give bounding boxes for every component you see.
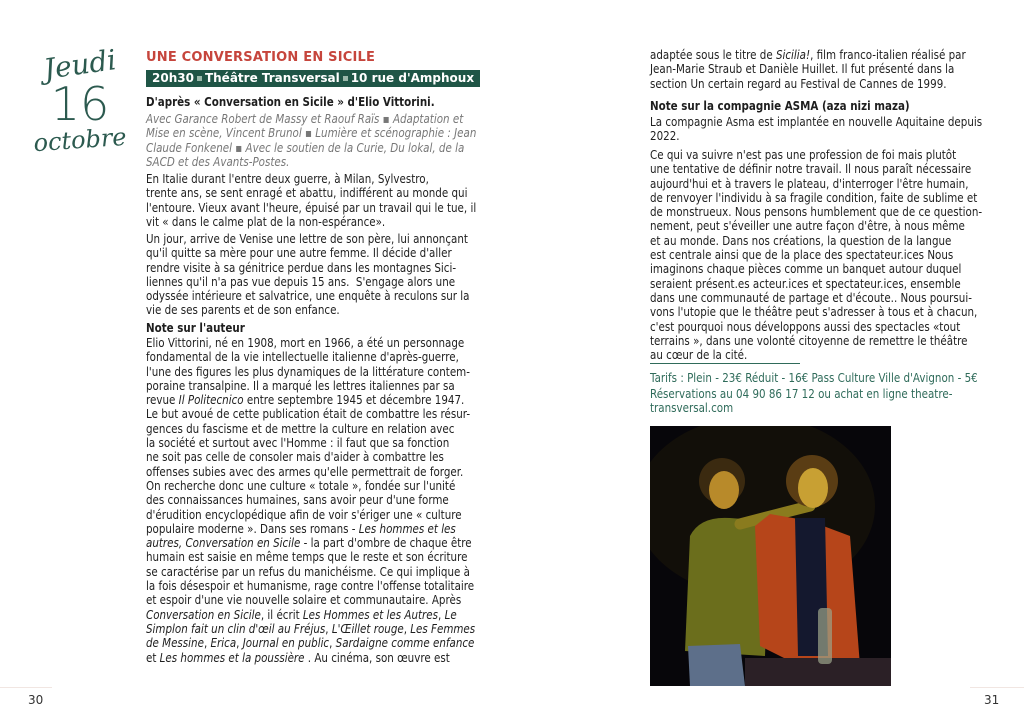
event-credits: Avec Garance Robert de Massy et Raouf Raïs ▪ Adaptation et Mise en scène, Vincent Brunol ▪ Lumière et scénographie : Jean Claude Fonkenel ▪ Avec le soutien de la Curie, Du lokal, de la SACD et des Avants-Postes. <box>146 112 477 169</box>
italic-title-run: Le Simplon fait un clin d'œil au Fréjus <box>146 607 457 636</box>
italic-title-run: L'Œillet rouge <box>331 621 404 636</box>
text-run: Ce qui va suivre n'est pas une profession de foi mais plutôt une tentative de définir notre travail. Il nous paraît nécessaire aujourd'hui et à travers le plateau, d'interroger l'être humain, de renvoyer l'individu à sa fragile condition, faite de sublime et de monstrueux. Nous pensons humblement que de ce question- nement, peut s'éveiller une autre façon d'être, à nous même et au monde. Dans nos créations, la question de la langue est centrale ainsi que de la place des spectateur.ices Nous imaginons chaque pièces comme un banquet autour duquel seraient présent.es acteur.ices et spectateur.ices, ensemble dans une communauté de partage et d'écoute.. Nous poursui- vons l'utopie que le théâtre peut s'adresser à tous et à chacun, c'est pourquoi nous développons aussi des spectacles «tout terrains », dans une volonté citoyenne de remettre le théâtre au cœur de la cité. <box>650 148 983 363</box>
text-run: - la part d'ombre de chaque être humain est saisie en même temps que le reste et son écriture se caractérise par un refus du manichéisme. Ce qui implique à la fois désespoir et humanisme, rage contre l'offense totalitaire et espoir d'une vie nouvelle solaire et communautaire. Après <box>146 536 475 608</box>
event-title: UNE CONVERSATION EN SICILE <box>146 50 376 65</box>
actors-photo-illustration <box>650 426 891 686</box>
tarifs: Tarifs : Plein - 23€ Réduit - 16€ Pass Culture Ville d'Avignon - 5€ <box>650 371 978 385</box>
page-number-right: 31 <box>984 693 1000 707</box>
italic-title-run: Sardaigne comme enfance <box>335 636 475 651</box>
footer-line-left <box>0 687 52 688</box>
event-venue: Théâtre Transversal <box>204 71 340 85</box>
text-run: La compagnie Asma est implantée en nouvelle Aquitaine depuis 2022. <box>650 115 983 144</box>
text-run: entre septembre 1945 et décembre 1947. Le but avoué de cette publication était de combattre les résur- gences du fascisme et de mettre la culture en relation avec la société et surtout avec l'Homme : il faut que sa fonction ne soit pas celle de consoler mais d'aider à combattre les offenses subies avec des armes qu'elle permettrait de forger. On recherche donc une culture « totale », fondée sur l'unité des connaissances humaines, sans avoir peur d'une forme d'érudition encyclopédique afin de voir s'ériger une « culture populaire moderne ». Dans ses romans - <box>146 393 471 536</box>
italic-title-run: Les hommes et les autres, Conversation en Sicile <box>146 521 456 551</box>
italic-title-run: Les Hommes et les Autres <box>302 607 439 622</box>
production-photo <box>650 426 891 686</box>
page-number-left: 30 <box>28 693 44 707</box>
text-run: , <box>236 636 243 651</box>
table <box>745 658 891 686</box>
film-paragraph <box>650 48 966 91</box>
italic-title-run: Erica <box>210 636 237 651</box>
event-address: 10 rue d'Amphoux <box>350 71 475 85</box>
text-run: , film franco-italien réalisé par Jean-Marie Straub et Danièle Huillet. Il fut présenté dans la section Un certain regard au Festival de Cannes de 1999. <box>650 48 966 91</box>
text-run: , <box>438 607 445 622</box>
text-run: et <box>146 650 157 665</box>
text-run: , il écrit <box>260 607 303 622</box>
text-run: , <box>203 636 211 651</box>
company-paragraph-1 <box>650 115 982 144</box>
event-subtitle: D'après « Conversation en Sicile » d'Elio Vittorini. <box>146 95 435 109</box>
event-info-banner <box>146 70 480 87</box>
event-time: 20h30 <box>152 71 194 85</box>
bottle <box>818 608 832 664</box>
text-run: . Au cinéma, son œuvre est <box>304 650 450 665</box>
text-run: En Italie durant l'entre deux guerre, à Milan, Sylvestro, trente ans, se sent enragé et abattu, indifférent au monde qui l'entoure. Vieux avant l'heure, épuisé par un travail qui le tue, il vit « dans le calme plat de la non-espérance». <box>146 172 477 229</box>
italic-title-run: Il Politecnico <box>178 393 244 408</box>
italic-title-run: Les Femmes de Messine <box>146 621 476 651</box>
text-run: adaptée sous le titre de <box>650 48 776 62</box>
date-month: octobre <box>32 122 128 158</box>
italic-title-run: Sicilia! <box>775 48 811 62</box>
man-jeans <box>688 644 745 686</box>
date-block <box>30 43 130 158</box>
text-run: Elio Vittorini, né en 1908, mort en 1966, a été un personnage fondamental de la vie intellectuelle italienne d'après-guerre, l'une des figures les plus dynamiques de la littérature contem- poraine transalpine. Il a marqué les lettres italiennes par sa revue <box>146 336 470 408</box>
author-heading: Note sur l'auteur <box>146 321 245 335</box>
reservations: Réservations au 04 90 86 17 12 ou achat en ligne theatre- transversal.com <box>650 387 953 416</box>
divider <box>650 363 800 364</box>
text-run: , <box>329 636 336 651</box>
synopsis-paragraph-1 <box>146 172 476 229</box>
separator-square-icon <box>343 76 348 81</box>
text-run: , <box>325 621 332 636</box>
date-weekday: Jeudi <box>41 43 119 86</box>
text-run: Un jour, arrive de Venise une lettre de son père, lui annonçant qu'il quitte sa mère pour une autre femme. Il décide d'aller rendre visite à sa génitrice perdue dans les montagnes Sici- liennes qu'il n'a pas vue depuis 15 ans. S'engage alors une odyssée intérieure et salvatrice, une enquête à reculons sur la vie de ses parents et de son enfance. <box>146 232 470 318</box>
synopsis-paragraph-2 <box>146 232 469 318</box>
footer-line-right <box>970 687 1024 688</box>
company-paragraph-2 <box>650 148 982 362</box>
author-paragraph <box>146 336 475 665</box>
date-day: 16 <box>50 77 110 131</box>
company-heading: Note sur la compagnie ASMA (aza nizi maza) <box>650 99 910 113</box>
italic-title-run: Journal en public <box>242 636 330 651</box>
text-run: , <box>403 621 411 636</box>
italic-title-run: Les hommes et la poussière <box>159 650 305 665</box>
italic-title-run: Conversation en Sicile <box>146 607 261 622</box>
separator-square-icon <box>197 76 202 81</box>
